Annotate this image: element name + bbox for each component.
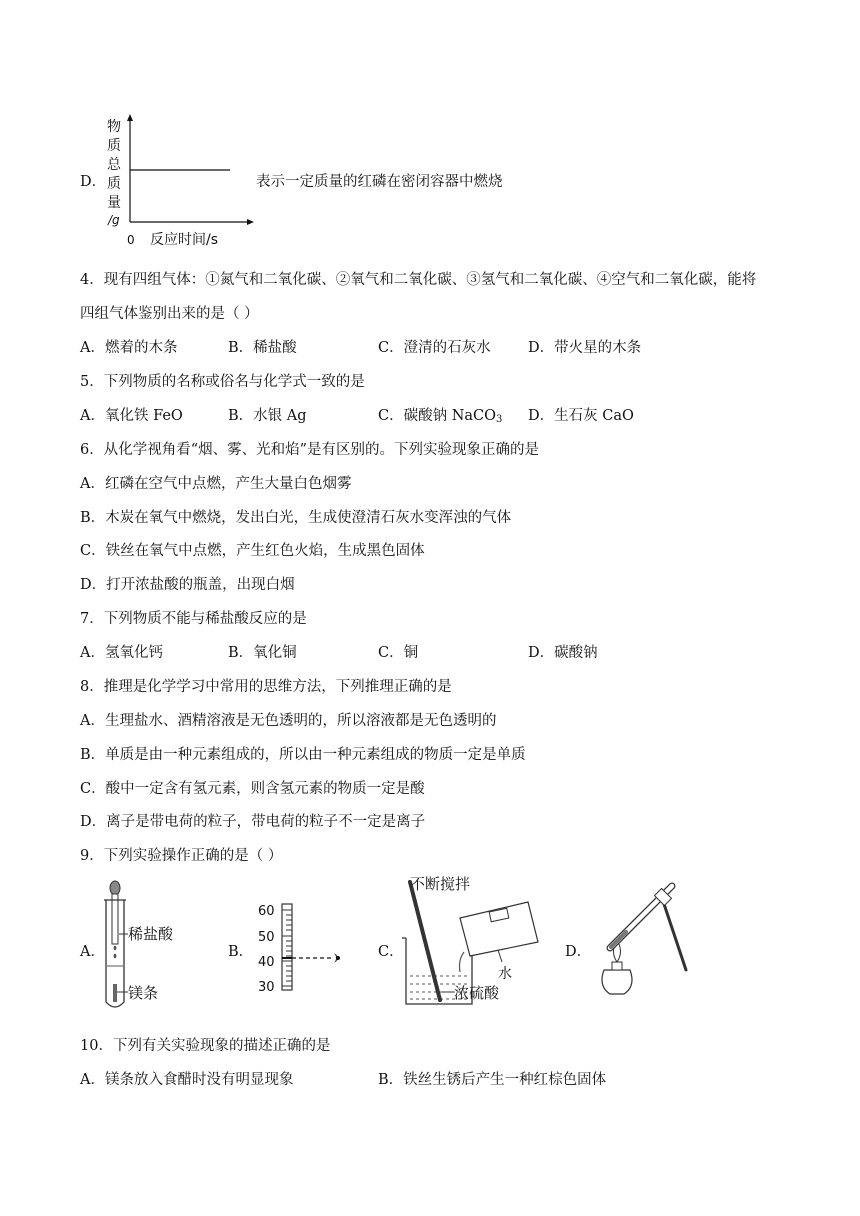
q8-option-b: B．单质是由一种元素组成的，所以由一种元素组成的物质一定是单质 (80, 747, 526, 763)
q7-option-b: B．氧化铜 (228, 645, 297, 661)
cylinder-body (282, 904, 292, 990)
q9-option-d-letter: D． (565, 944, 592, 960)
q5-option-c (378, 406, 502, 426)
q10-option-a: A．镁条放入食醋时没有明显现象 (80, 1072, 294, 1088)
q10-stem: 10．下列有关实验现象的描述正确的是 (80, 1038, 331, 1054)
cylinder-tick-label: 40 (258, 955, 275, 970)
q10-option-b: B．铁丝生锈后产生一种红棕色固体 (378, 1072, 607, 1088)
chart-x-axis-label: 反应时间/s (150, 232, 219, 248)
q5-option-d: D．生石灰 CaO (528, 408, 634, 424)
q8-option-a: A．生理盐水、酒精溶液是无色透明的，所以溶液都是无色透明的 (80, 713, 497, 729)
q9-option-a-letter: A． (80, 944, 105, 960)
dropper-tube (112, 894, 118, 944)
chart-ylabel-char: 物 (107, 119, 121, 135)
label-pointer (498, 950, 502, 962)
q9-option-b-letter: B． (228, 944, 254, 960)
chart-ylabel-char: 总 (107, 157, 121, 173)
q8-option-d: D．离子是带电荷的粒子，带电荷的粒子不一定是离子 (80, 814, 426, 830)
drop-icon (114, 954, 117, 958)
q6-option-d: D．打开浓盐酸的瓶盖，出现白烟 (80, 577, 295, 593)
chart-y-arrow (127, 114, 133, 121)
chart-ylabel-char: 质 (107, 176, 121, 192)
q9-option-b-figure (252, 900, 352, 995)
cylinder-tick-label: 50 (258, 930, 275, 945)
chart-ylabel-unit: /g (108, 213, 120, 227)
q3-option-d-letter: D． (80, 174, 107, 190)
q4-option-d: D．带火星的木条 (528, 340, 642, 356)
q3-chart-svg (100, 112, 260, 252)
q5-option-c-subscript: 3 (496, 414, 503, 425)
q7-option-c: C．铜 (378, 645, 419, 661)
heating-figure (590, 878, 700, 1008)
q5-stem: 5．下列物质的名称或俗名与化学式一致的是 (80, 374, 365, 390)
q6-option-b: B．木炭在氧气中燃烧，发出白光，生成使澄清石灰水变浑浊的气体 (80, 510, 512, 526)
dilution-figure (398, 880, 548, 1012)
graduated-cylinder-figure (252, 900, 352, 995)
label-water: 水 (498, 966, 512, 982)
q9-stem: 9．下列实验操作正确的是（ ） (80, 848, 283, 864)
q9-option-a-figure (98, 878, 208, 1018)
q7-option-d: D．碳酸钠 (528, 645, 598, 661)
q9-option-c-figure (398, 875, 548, 1012)
q4-option-c: C．澄清的石灰水 (378, 340, 491, 356)
q3-mass-time-chart (100, 112, 260, 252)
q4-stem-line1: 4．现有四组气体：①氮气和二氧化碳、②氧气和二氧化碳、③氢气和二氧化碳、④空气和二氧化碳，能将 (80, 272, 757, 288)
q4-option-a: A．燃着的木条 (80, 340, 178, 356)
chart-ylabel-char: 量 (107, 195, 121, 211)
eye-pupil-icon (336, 956, 340, 960)
q9-option-d-figure (590, 878, 700, 1008)
chart-origin-label: 0 (127, 233, 135, 247)
chart-x-arrow (247, 219, 254, 225)
cylinder-tick-label: 60 (258, 904, 275, 919)
cylinder-tick-label: 30 (258, 980, 275, 995)
q4-stem-line2: 四组气体鉴别出来的是（ ） (80, 306, 259, 322)
q6-option-a: A．红磷在空气中点燃，产生大量白色烟雾 (80, 476, 352, 492)
label-magnesium: 镁条 (128, 984, 159, 1002)
magnesium-strip (113, 984, 117, 1002)
q6-stem: 6．从化学视角看“烟、雾、光和焰”是有区别的。下列实验现象正确的是 (80, 442, 540, 458)
dropper-bulb (110, 881, 120, 895)
drop-icon (114, 946, 117, 950)
q7-option-a: A．氢氧化钙 (80, 645, 163, 661)
label-keep-stirring: 不断搅拌 (410, 875, 471, 893)
alcohol-lamp (602, 970, 632, 994)
label-conc-sulfuric-acid: 浓硫酸 (454, 984, 500, 1002)
q3-option-d-caption: 表示一定质量的红磷在密闭容器中燃烧 (256, 174, 503, 190)
lamp-neck (612, 962, 622, 970)
q5-option-c-text: C．碳酸钠 NaCO (378, 408, 497, 424)
q8-stem: 8．推理是化学学习中常用的思维方法，下列推理正确的是 (80, 679, 452, 695)
q5-option-a: A．氧化铁 FeO (80, 408, 183, 424)
q5-option-b: B．水银 Ag (228, 408, 307, 424)
q4-option-b: B．稀盐酸 (228, 340, 297, 356)
q8-option-c: C．酸中一定含有氢元素，则含氢元素的物质一定是酸 (80, 781, 425, 797)
test-tube-figure (98, 878, 208, 1018)
chart-ylabel-char: 质 (107, 138, 121, 154)
q6-option-c: C．铁丝在氧气中点燃，产生红色火焰，生成黑色固体 (80, 543, 425, 559)
q9-option-c-letter: C． (378, 944, 404, 960)
q7-stem: 7．下列物质不能与稀盐酸反应的是 (80, 611, 307, 627)
label-dilute-hcl: 稀盐酸 (128, 925, 174, 943)
